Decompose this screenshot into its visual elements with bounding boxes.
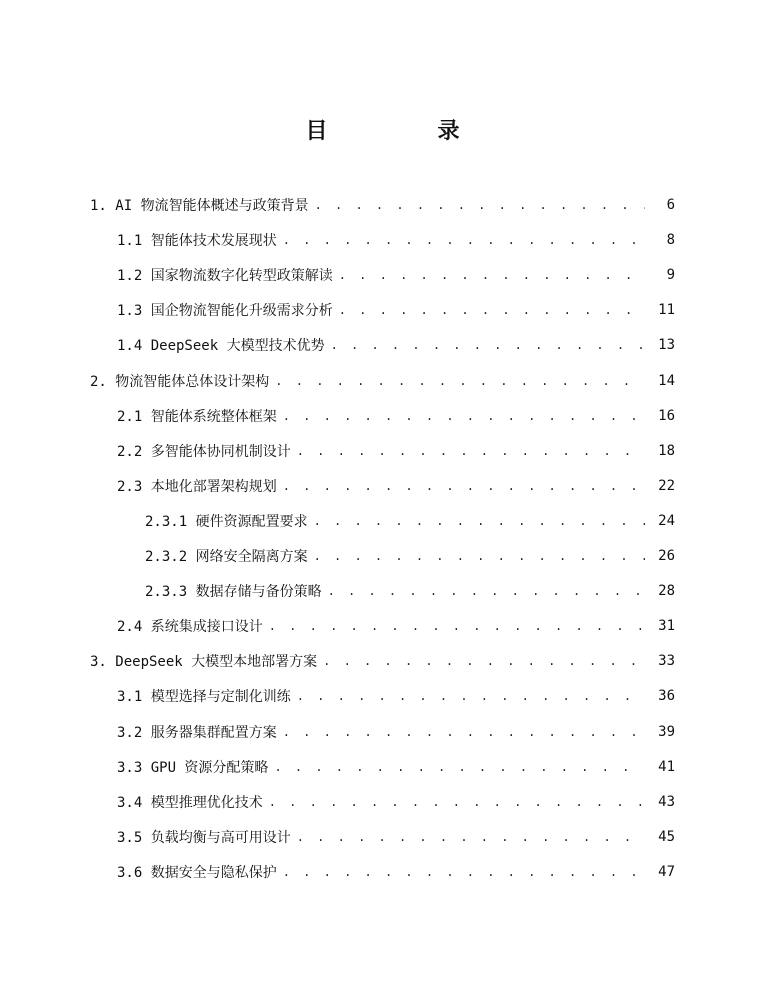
toc-entry[interactable] <box>117 263 675 287</box>
toc-entry[interactable] <box>117 720 675 744</box>
dot-leader <box>283 404 645 428</box>
toc-entry-page: 47 <box>658 864 675 880</box>
toc-entry-page: 33 <box>658 653 675 669</box>
toc-entry-page: 18 <box>658 443 675 459</box>
toc-entry-label: 2.3.3 数据存储与备份策略 <box>145 584 322 600</box>
toc-entry-page: 11 <box>658 302 675 318</box>
toc-entry-label: 3. DeepSeek 大模型本地部署方案 <box>90 654 318 670</box>
toc-entry[interactable] <box>117 790 675 814</box>
toc-entry-label: 3.4 模型推理优化技术 <box>117 795 263 811</box>
toc-entry-page: 13 <box>658 337 675 353</box>
dot-leader <box>297 684 645 708</box>
toc-entry-page: 14 <box>658 373 675 389</box>
dot-leader <box>283 474 645 498</box>
dot-leader <box>269 790 645 814</box>
toc-entry-label: 3.1 模型选择与定制化训练 <box>117 689 291 705</box>
dot-leader <box>339 298 645 322</box>
toc-entry[interactable] <box>117 860 675 884</box>
toc-entry-page: 43 <box>658 794 675 810</box>
toc-entry-page: 24 <box>658 513 675 529</box>
toc-entry[interactable] <box>117 298 675 322</box>
toc-entry-label: 1. AI 物流智能体概述与政策背景 <box>90 198 309 214</box>
toc-entry-page: 6 <box>666 197 675 213</box>
toc-entry[interactable] <box>90 369 675 393</box>
toc-entry-label: 2.2 多智能体协同机制设计 <box>117 444 291 460</box>
toc-entry-label: 1.4 DeepSeek 大模型技术优势 <box>117 338 325 354</box>
toc-entry[interactable] <box>145 544 675 568</box>
dot-leader <box>283 720 645 744</box>
toc-entry[interactable] <box>117 474 675 498</box>
toc-entry-label: 2.4 系统集成接口设计 <box>117 619 263 635</box>
toc-title: 目 录 <box>305 119 504 144</box>
dot-leader <box>331 333 645 357</box>
toc-entry[interactable] <box>117 228 675 252</box>
toc-entry-label: 1.2 国家物流数字化转型政策解读 <box>117 268 333 284</box>
toc-entry-label: 3.6 数据安全与隐私保护 <box>117 865 277 881</box>
dot-leader <box>283 860 645 884</box>
toc-entry-page: 41 <box>658 759 675 775</box>
toc-entry[interactable] <box>117 614 675 638</box>
toc-entry[interactable] <box>117 825 675 849</box>
toc-entry-page: 31 <box>658 618 675 634</box>
dot-leader <box>297 825 645 849</box>
toc-entry-page: 36 <box>658 688 675 704</box>
toc-entry-label: 2.3.2 网络安全隔离方案 <box>145 549 308 565</box>
toc-entry-label: 2.1 智能体系统整体框架 <box>117 409 277 425</box>
toc-entry-label: 3.2 服务器集群配置方案 <box>117 725 277 741</box>
toc-entry[interactable] <box>117 755 675 779</box>
toc-entry-page: 16 <box>658 408 675 424</box>
toc-entry[interactable] <box>117 404 675 428</box>
dot-leader <box>314 509 645 533</box>
dot-leader <box>314 544 645 568</box>
dot-leader <box>275 369 645 393</box>
dot-leader <box>283 228 645 252</box>
toc-entry[interactable] <box>90 193 675 217</box>
toc-entry-page: 22 <box>658 478 675 494</box>
toc-entry-page: 9 <box>666 267 675 283</box>
toc-entry[interactable] <box>90 649 675 673</box>
toc-entry-page: 45 <box>658 829 675 845</box>
toc-entry-label: 2.3.1 硬件资源配置要求 <box>145 514 308 530</box>
toc-entry-page: 39 <box>658 724 675 740</box>
toc-entry-page: 26 <box>658 548 675 564</box>
dot-leader <box>339 263 645 287</box>
toc-entry-label: 1.3 国企物流智能化升级需求分析 <box>117 303 333 319</box>
dot-leader <box>269 614 645 638</box>
toc-entry[interactable] <box>117 684 675 708</box>
toc-entry[interactable] <box>117 439 675 463</box>
dot-leader <box>323 649 645 673</box>
dot-leader <box>297 439 645 463</box>
toc-entry-label: 2.3 本地化部署架构规划 <box>117 479 277 495</box>
dot-leader <box>315 193 645 217</box>
toc-entry-page: 8 <box>666 232 675 248</box>
toc-entry-label: 1.1 智能体技术发展现状 <box>117 233 277 249</box>
dot-leader <box>328 579 645 603</box>
toc-entry[interactable] <box>145 579 675 603</box>
toc-entry-label: 2. 物流智能体总体设计架构 <box>90 374 270 390</box>
toc-entry-label: 3.5 负载均衡与高可用设计 <box>117 830 291 846</box>
toc-entry[interactable] <box>145 509 675 533</box>
toc-entry-label: 3.3 GPU 资源分配策略 <box>117 760 269 776</box>
toc-entry-page: 28 <box>658 583 675 599</box>
dot-leader <box>274 755 645 779</box>
toc-entry[interactable] <box>117 333 675 357</box>
